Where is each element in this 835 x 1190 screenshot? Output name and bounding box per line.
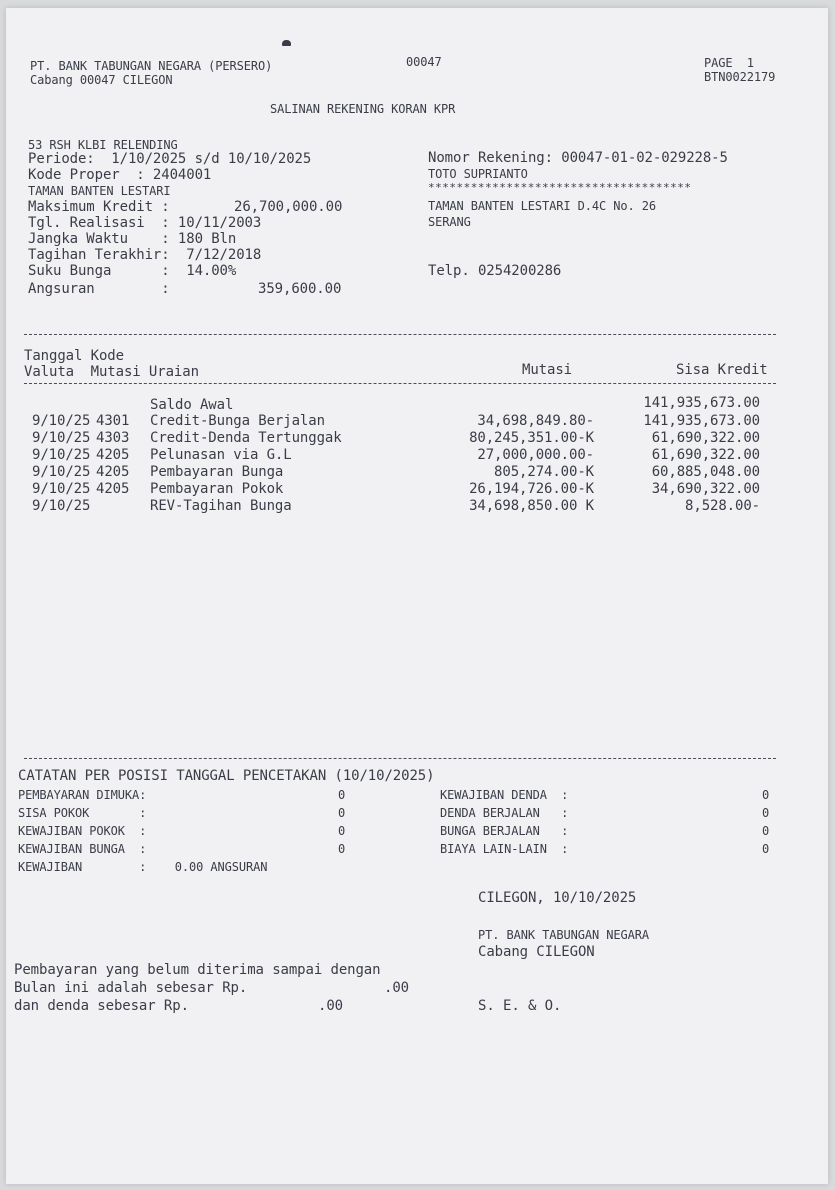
branch-name: Cabang 00047 CILEGON [30,73,173,87]
divider [24,383,776,384]
catatan-value: 0 [762,824,770,838]
catatan-value: 0 [338,824,346,838]
row-sisa-kredit: 141,935,673.00 [643,413,760,429]
row-uraian: Pembayaran Pokok [150,481,284,497]
angsuran-label: Angsuran : [28,281,170,297]
catatan-value: 0 [762,842,770,856]
divider [24,758,776,759]
row-kode: 4205 [96,447,130,463]
catatan-label: KEWAJIBAN BUNGA : [18,842,147,856]
catatan-label: KEWAJIBAN POKOK : [18,824,147,838]
page-number: PAGE 1 [704,56,754,70]
table-header-line1: Tanggal Kode [24,348,124,364]
catatan-value: 0 [338,842,346,856]
maksimum-kredit-label: Maksimum Kredit : [28,199,170,215]
telepon: Telp. 0254200286 [428,263,562,279]
nomor-rekening: Nomor Rekening: 00047-01-02-029228-5 [428,150,728,166]
divider [24,334,776,335]
signer-bank: PT. BANK TABUNGAN NEGARA [478,928,649,942]
periode: Periode: 1/10/2025 s/d 10/10/2025 [28,151,312,167]
place-date: CILEGON, 10/10/2025 [478,890,637,906]
project-name: TAMAN BANTEN LESTARI [28,184,171,198]
kota: SERANG [428,215,471,229]
catatan-label: PEMBAYARAN DIMUKA: [18,788,147,802]
saldo-awal-value: 141,935,673.00 [643,395,760,411]
row-kode: 4205 [96,464,130,480]
row-sisa-kredit: 61,690,322.00 [651,447,760,463]
row-tanggal: 9/10/25 [32,447,91,463]
page-title: SALINAN REKENING KORAN KPR [270,102,456,116]
row-uraian: Credit-Denda Tertunggak [150,430,342,446]
tagihan-terakhir: Tagihan Terakhir: 7/12/2018 [28,247,262,263]
saldo-awal-label: Saldo Awal [150,397,234,413]
nasabah-name: TOTO SUPRIANTO [428,167,528,181]
catatan-title: CATATAN PER POSISI TANGGAL PENCETAKAN (10/10/2025) [18,768,435,784]
row-tanggal: 9/10/25 [32,464,91,480]
note-line-3-label: dan denda sebesar Rp. [14,998,189,1014]
kode-proper: Kode Proper : 2404001 [28,167,212,183]
document-code: BTN0022179 [704,70,776,84]
row-uraian: Credit-Bunga Berjalan [150,413,325,429]
bank-name: PT. BANK TABUNGAN NEGARA (PERSERO) [30,59,273,73]
branch-code: 00047 [406,55,442,69]
row-mutasi: 34,698,849.80- [477,413,594,429]
row-tanggal: 9/10/25 [32,430,91,446]
row-tanggal: 9/10/25 [32,413,91,429]
catatan-value: 0 [762,788,770,802]
row-kode: 4303 [96,430,130,446]
seo-note: S. E. & O. [478,998,562,1014]
note-line-2-value: .00 [384,980,409,996]
catatan-label: SISA POKOK : [18,806,147,820]
catatan-value: 0 [338,806,346,820]
row-sisa-kredit: 34,690,322.00 [651,481,760,497]
row-mutasi: 26,194,726.00-K [469,481,594,497]
product-name: 53 RSH KLBI RELENDING [28,138,178,152]
catatan-label: BUNGA BERJALAN : [440,824,569,838]
maksimum-kredit-value: 26,700,000.00 [234,199,343,215]
alamat: TAMAN BANTEN LESTARI D.4C No. 26 [428,199,656,213]
note-line-3-value: .00 [318,998,343,1014]
tgl-realisasi: Tgl. Realisasi : 10/11/2003 [28,215,262,231]
column-header-sisa-kredit: Sisa Kredit [676,362,768,378]
row-tanggal: 9/10/25 [32,498,91,514]
table-header-line2: Valuta Mutasi Uraian [24,364,199,380]
row-sisa-kredit: 61,690,322.00 [651,430,760,446]
bank-logo-icon [282,40,291,46]
kewajiban-angsuran: KEWAJIBAN : 0.00 ANGSURAN [18,860,268,874]
statement-page [6,8,828,1184]
note-line-2-label: Bulan ini adalah sebesar Rp. [14,980,248,996]
catatan-label: KEWAJIBAN DENDA : [440,788,569,802]
signer-branch: Cabang CILEGON [478,944,595,960]
catatan-label: DENDA BERJALAN : [440,806,569,820]
row-uraian: Pembayaran Bunga [150,464,284,480]
row-kode: 4205 [96,481,130,497]
row-tanggal: 9/10/25 [32,481,91,497]
row-uraian: REV-Tagihan Bunga [150,498,292,514]
suku-bunga: Suku Bunga : 14.00% [28,263,237,279]
jangka-waktu: Jangka Waktu : 180 Bln [28,231,237,247]
catatan-value: 0 [762,806,770,820]
note-line-1: Pembayaran yang belum diterima sampai dengan [14,962,381,978]
row-mutasi: 27,000,000.00- [477,447,594,463]
row-mutasi: 80,245,351.00-K [469,430,594,446]
column-header-mutasi: Mutasi [522,362,572,378]
catatan-label: BIAYA LAIN-LAIN : [440,842,569,856]
row-uraian: Pelunasan via G.L [150,447,292,463]
row-sisa-kredit: 8,528.00- [685,498,760,514]
row-mutasi: 805,274.00-K [494,464,594,480]
row-kode: 4301 [96,413,130,429]
row-sisa-kredit: 60,885,048.00 [651,464,760,480]
angsuran-value: 359,600.00 [258,281,342,297]
separator-stars: ************************************* [428,181,692,194]
catatan-value: 0 [338,788,346,802]
row-mutasi: 34,698,850.00 K [469,498,594,514]
